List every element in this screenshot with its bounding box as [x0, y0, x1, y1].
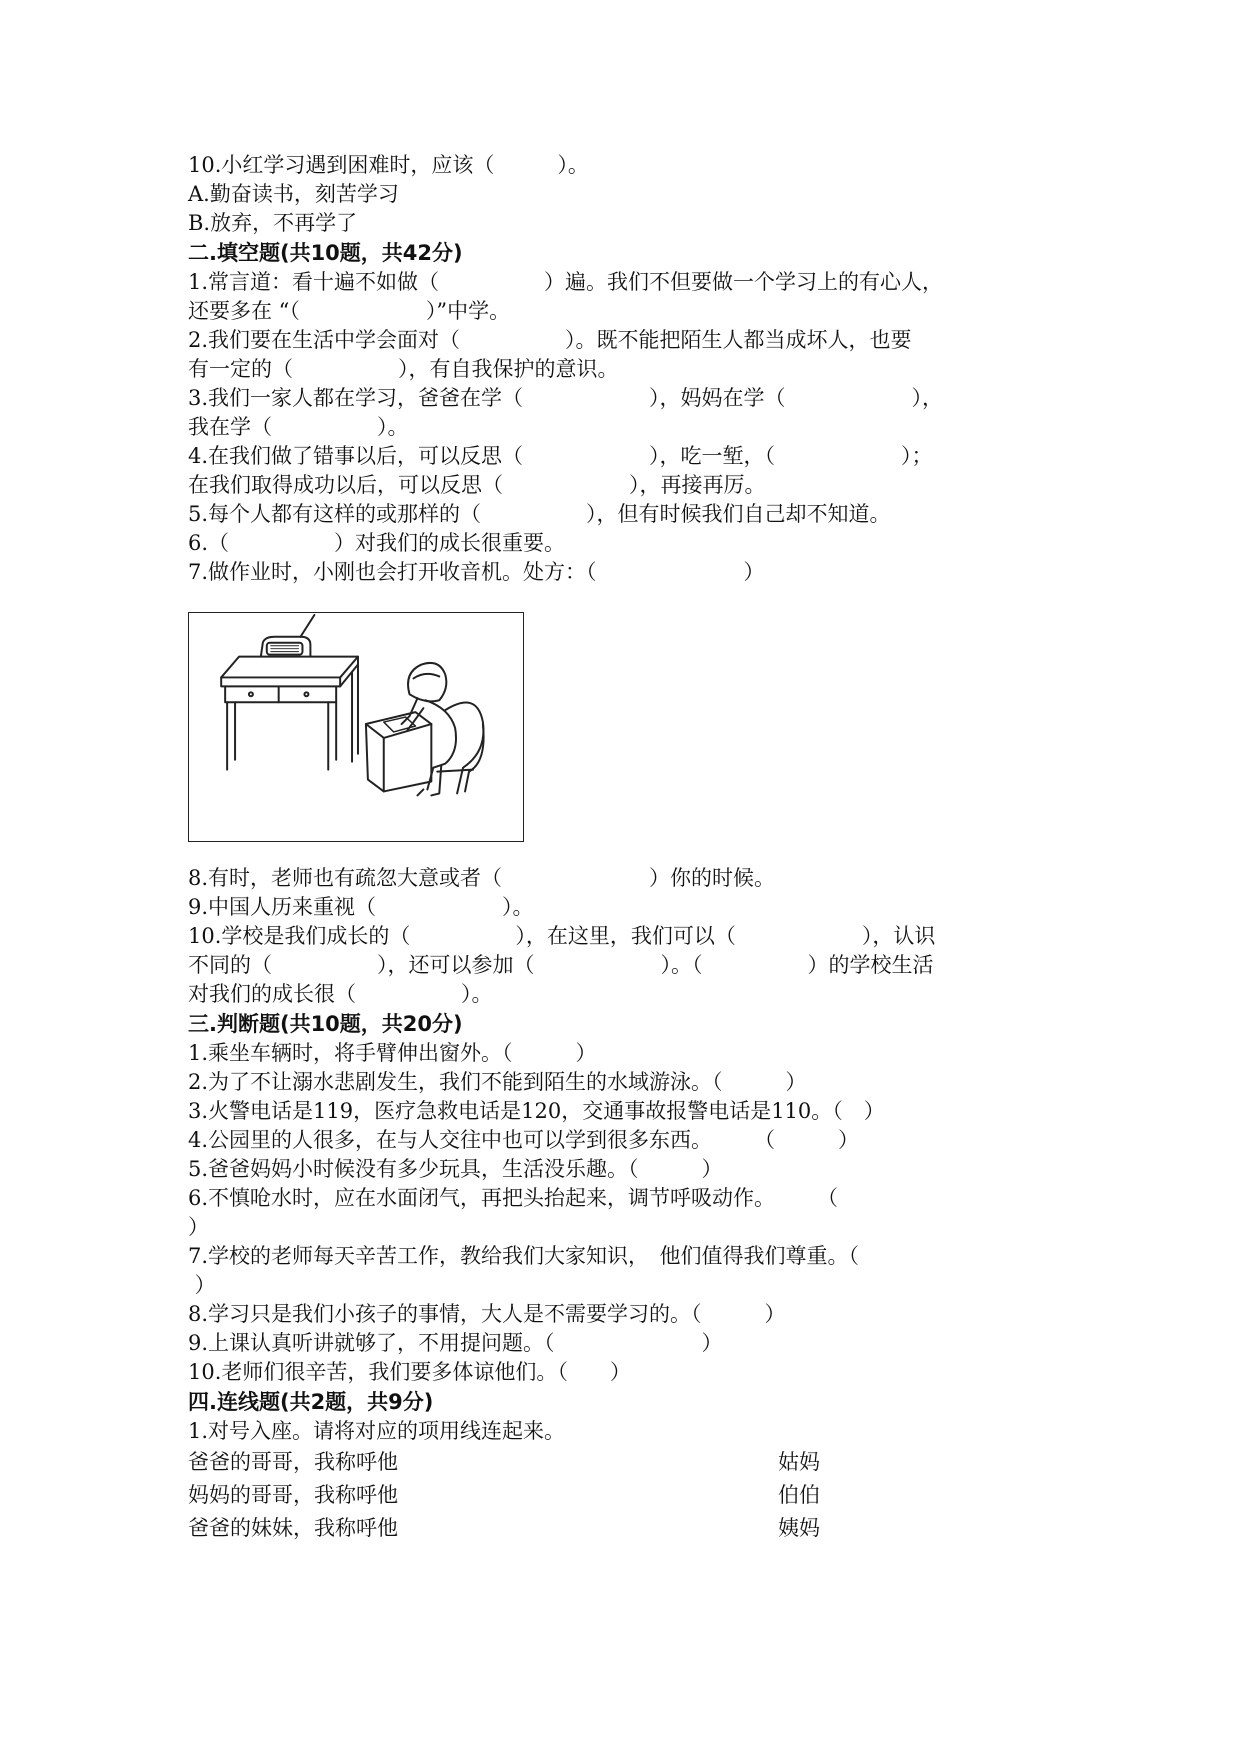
- option-a: A.勤奋读书，刻苦学习: [188, 182, 399, 206]
- fill-line: 5.每个人都有这样的或那样的（ ），但有时候我们自己却不知道。: [188, 502, 891, 526]
- option-b: B.放弃，不再学了: [188, 211, 358, 235]
- fill-line: 不同的（ ），还可以参加（ ）。（ ）的学校生活: [188, 953, 934, 977]
- fill-line: 9.中国人历来重视（ ）。: [188, 895, 534, 919]
- judge-line: 10.老师们很辛苦，我们要多体谅他们。（ ）: [188, 1360, 631, 1384]
- boy-radio-desk-drawing: [189, 613, 523, 841]
- judge-line: 9.上课认真听讲就够了，不用提问题。（ ）: [188, 1331, 723, 1355]
- judge-line: 8.学习只是我们小孩子的事情，大人是不需要学习的。（ ）: [188, 1302, 786, 1326]
- fill-line: 我在学（ ）。: [188, 415, 409, 439]
- fill-line: 3.我们一家人都在学习，爸爸在学（ ），妈妈在学（ ），: [188, 386, 944, 410]
- matching-instruction: 1.对号入座。请将对应的项用线连起来。: [188, 1419, 566, 1443]
- section-heading-fill-in: 二.填空题(共10题，共42分): [188, 241, 463, 265]
- fill-line: 4.在我们做了错事以后，可以反思（ ），吃一堑，（ ）；: [188, 444, 933, 468]
- boy-studying-illustration: [188, 612, 524, 842]
- fill-line: 10.学校是我们成长的（ ），在这里，我们可以（ ），认识: [188, 924, 936, 948]
- fill-line: 有一定的（ ），有自我保护的意识。: [188, 357, 619, 381]
- matching-row: [188, 1512, 1068, 1545]
- judge-line: 1.乘坐车辆时，将手臂伸出窗外。（ ）: [188, 1041, 597, 1065]
- fill-line: 对我们的成长很（ ）。: [188, 982, 493, 1006]
- fill-line: 2.我们要在生活中学会面对（ ）。既不能把陌生人都当成坏人，也要: [188, 328, 912, 352]
- matching-right-item: 姑妈: [778, 1450, 820, 1474]
- fill-line: 还要多在 “（ ）”中学。: [188, 299, 511, 323]
- section-heading-matching: 四.连线题(共2题，共9分): [188, 1390, 434, 1414]
- matching-left-item: 爸爸的妹妹，我称呼他: [188, 1516, 398, 1540]
- worksheet-page: [188, 151, 1068, 1545]
- fill-line: 6.（ ）对我们的成长很重要。: [188, 531, 566, 555]
- matching-left-item: 爸爸的哥哥，我称呼他: [188, 1450, 398, 1474]
- judge-line: 4.公园里的人很多，在与人交往中也可以学到很多东西。 （ ）: [188, 1128, 860, 1152]
- judge-line: ）: [188, 1215, 209, 1239]
- judge-line: 6.不慎呛水时，应在水面闭气，再把头抬起来，调节呼吸动作。 （: [188, 1186, 839, 1210]
- matching-right-item: 姨妈: [778, 1516, 820, 1540]
- judge-line: 5.爸爸妈妈小时候没有多少玩具，生活没乐趣。（ ）: [188, 1157, 723, 1181]
- fill-line: 7.做作业时，小刚也会打开收音机。处方：（ ）: [188, 560, 765, 584]
- matching-left-item: 妈妈的哥哥，我称呼他: [188, 1483, 398, 1507]
- matching-row: [188, 1446, 1068, 1479]
- judge-line: 2.为了不让溺水悲剧发生，我们不能到陌生的水域游泳。（ ）: [188, 1070, 807, 1094]
- fill-line: 在我们取得成功以后，可以反思（ ），再接再厉。: [188, 473, 766, 497]
- section-heading-true-false: 三.判断题(共10题，共20分): [188, 1012, 463, 1036]
- matching-row: [188, 1479, 1068, 1512]
- matching-right-item: 伯伯: [778, 1483, 820, 1507]
- judge-line: ）: [188, 1273, 216, 1297]
- judge-line: 3.火警电话是119，医疗急救电话是120，交通事故报警电话是110。（ ）: [188, 1099, 885, 1123]
- fill-line: 8.有时，老师也有疏忽大意或者（ ）你的时候。: [188, 866, 776, 890]
- question-10: 10.小红学习遇到困难时，应该（ ）。: [188, 153, 589, 177]
- fill-line: 1.常言道：看十遍不如做（ ）遍。我们不但要做一个学习上的有心人，: [188, 270, 944, 294]
- judge-line: 7.学校的老师每天辛苦工作，教给我们大家知识， 他们值得我们尊重。（: [188, 1244, 860, 1268]
